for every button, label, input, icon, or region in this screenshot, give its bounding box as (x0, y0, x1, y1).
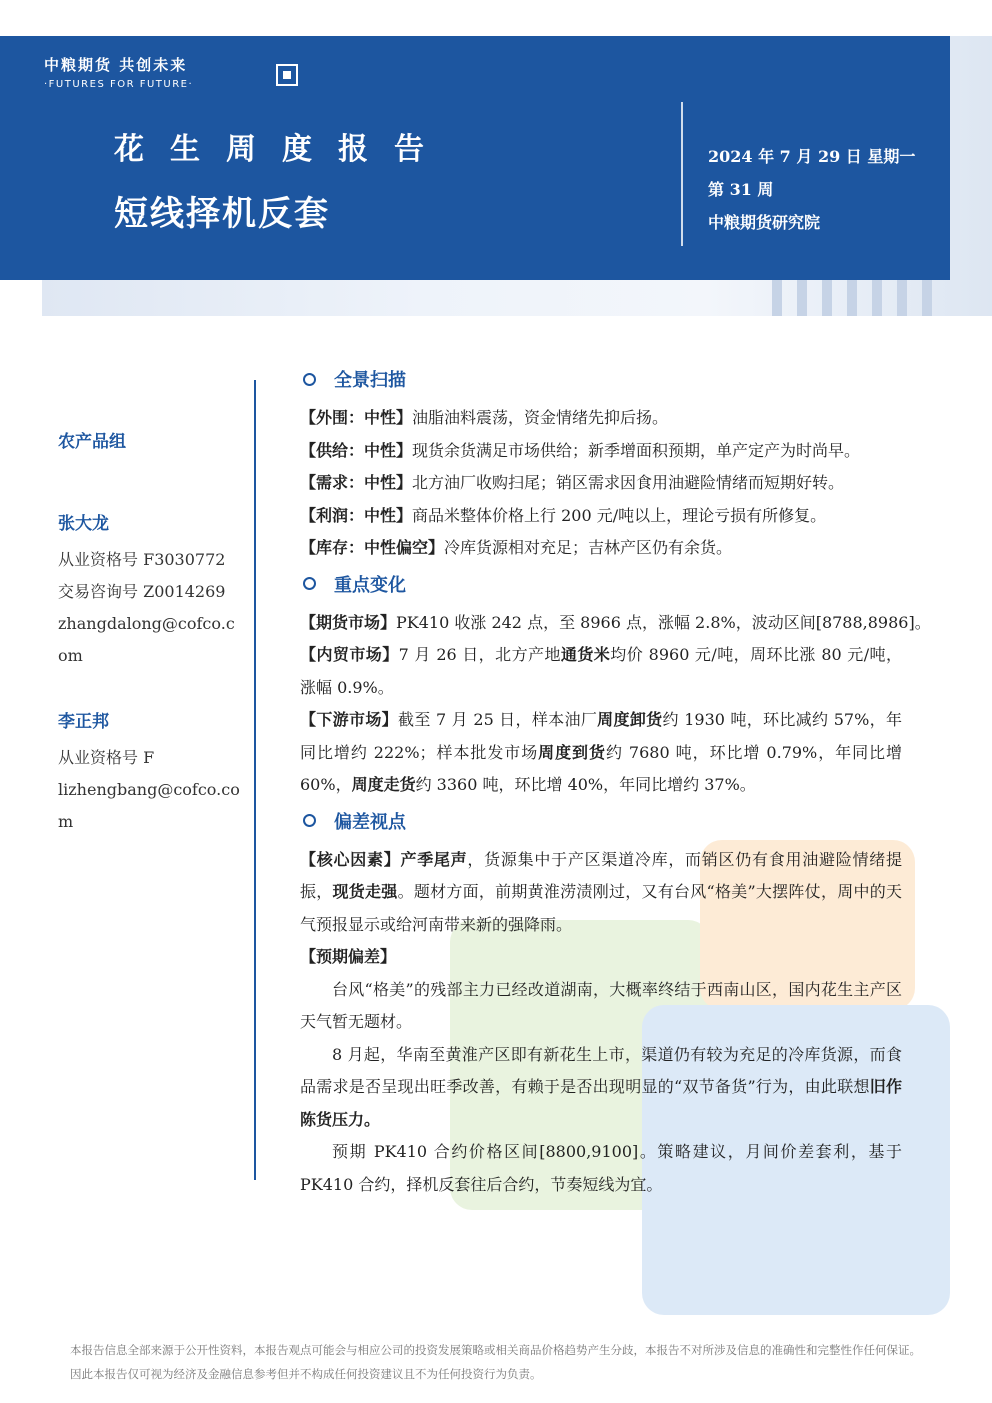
analyst-email-cont[interactable]: m (58, 812, 74, 831)
circle-bullet-icon (303, 373, 316, 386)
main-content (300, 360, 931, 1201)
overview-item: 【需求：中性】北方油厂收购扫尾；销区需求因食用油避险情绪而短期好转。 (300, 473, 845, 492)
logo-mark-icon (276, 64, 298, 86)
header-banner (0, 36, 950, 280)
analyst-name: 张大龙 (58, 514, 109, 534)
report-subtitle: 短线择机反套 (114, 194, 330, 234)
downstream-market-paragraph: 【下游市场】截至 7 月 25 日，样本油厂周度卸货约 1930 吨，环比减约 57%，年同比增约 222%；样本批发市场周度到货约 7680 吨，环比增 0.79%，年同比增 60%，周度走货约 3360 吨，环比增 40%，年同比增约 37%。 (300, 710, 902, 794)
expectation-paragraph: 8 月起，华南至黄淮产区即有新花生上市，渠道仍有较为充足的冷库货源，而食品需求是否呈现出旺季改善，有赖于是否出现明显的“双节备货”行为，由此联想旧作陈货压力。 (300, 1044, 902, 1129)
section-heading-changes: 重点变化 (300, 565, 902, 603)
report-title: 花生周度报告 (114, 132, 450, 167)
circle-bullet-icon (303, 814, 316, 827)
overview-item: 【供给：中性】现货余货满足市场供给；新季增面积预期，单产定产为时尚早。 (300, 440, 861, 460)
overview-item: 【外围：中性】油脂油料震荡，资金情绪先抑后扬。 (300, 408, 669, 427)
report-date: 2024 年 7 月 29 日 星期一 (708, 147, 916, 166)
analyst-qualification: 从业资格号 F3030772 (58, 550, 226, 569)
expectation-paragraph: 台风“格美”的残部主力已经改道湖南，大概率终结于西南山区，国内花生主产区天气暂无题材。 (300, 979, 902, 1031)
header-divider (681, 102, 683, 246)
domestic-market-paragraph: 【内贸市场】7 月 26 日，北方产地通货米均价 8960 元/吨，周环比涨 80 元/吨，涨幅 0.9%。 (300, 645, 902, 697)
logo-chinese: 中粮期货 共创未来 (44, 56, 188, 74)
research-group: 农产品组 (58, 432, 126, 452)
analyst-email[interactable]: lizhengbang@cofco.co (58, 780, 240, 799)
report-meta (708, 144, 915, 243)
overview-item: 【利润：中性】商品米整体价格上行 200 元/吨以上，理论亏损有所修复。 (300, 505, 827, 525)
section-heading-overview: 全景扫描 (300, 360, 902, 398)
logo-english: ·FUTURES FOR FUTURE· (44, 79, 194, 90)
sidebar (58, 430, 248, 838)
disclaimer-footer: 本报告信息全部来源于公开性资料，本报告观点可能会与相应公司的投资发展策略或相关商品价格趋势产生分歧，本报告不对所涉及信息的准确性和完整性作任何保证。因此本报告仅可视为经济及金融信息参考但并不构成任何投资建议且不为任何投资行为负责。 (70, 1343, 921, 1381)
expectation-heading: 【预期偏差】 (300, 947, 397, 966)
analyst-qualification: 从业资格号 F (58, 748, 155, 767)
analyst-email-cont[interactable]: om (58, 646, 83, 665)
core-factor-paragraph: 【核心因素】产季尾声，货源集中于产区渠道冷库，而销区仍有食用油避险情绪提振，现货走强。题材方面，前期黄淮涝渍刚过，又有台风“格美”大摆阵仗，周中的天气预报显示或给河南带来新的强降雨。 (300, 849, 902, 934)
analyst-consult-number: 交易咨询号 Z0014269 (58, 582, 226, 601)
sidebar-divider (254, 380, 256, 1180)
circle-bullet-icon (303, 577, 316, 590)
analyst-email[interactable]: zhangdalong@cofco.c (58, 614, 235, 633)
strategy-paragraph: 预期 PK410 合约价格区间[8800,9100]。策略建议，月间价差套利，基于 PK410 合约，择机反套往后合约，节奏短线为宜。 (300, 1142, 902, 1194)
report-week: 第 31 周 (708, 180, 774, 199)
overview-item: 【库存：中性偏空】冷库货源相对充足；吉林产区仍有余货。 (300, 538, 733, 557)
report-institute: 中粮期货研究院 (708, 213, 821, 232)
futures-market-paragraph: 【期货市场】PK410 收涨 242 点，至 8966 点，涨幅 2.8%，波动区间[8788,8986]。 (300, 612, 931, 632)
section-heading-deviation: 偏差视点 (300, 802, 902, 840)
company-logo (44, 54, 193, 90)
analyst-name: 李正邦 (58, 712, 109, 732)
